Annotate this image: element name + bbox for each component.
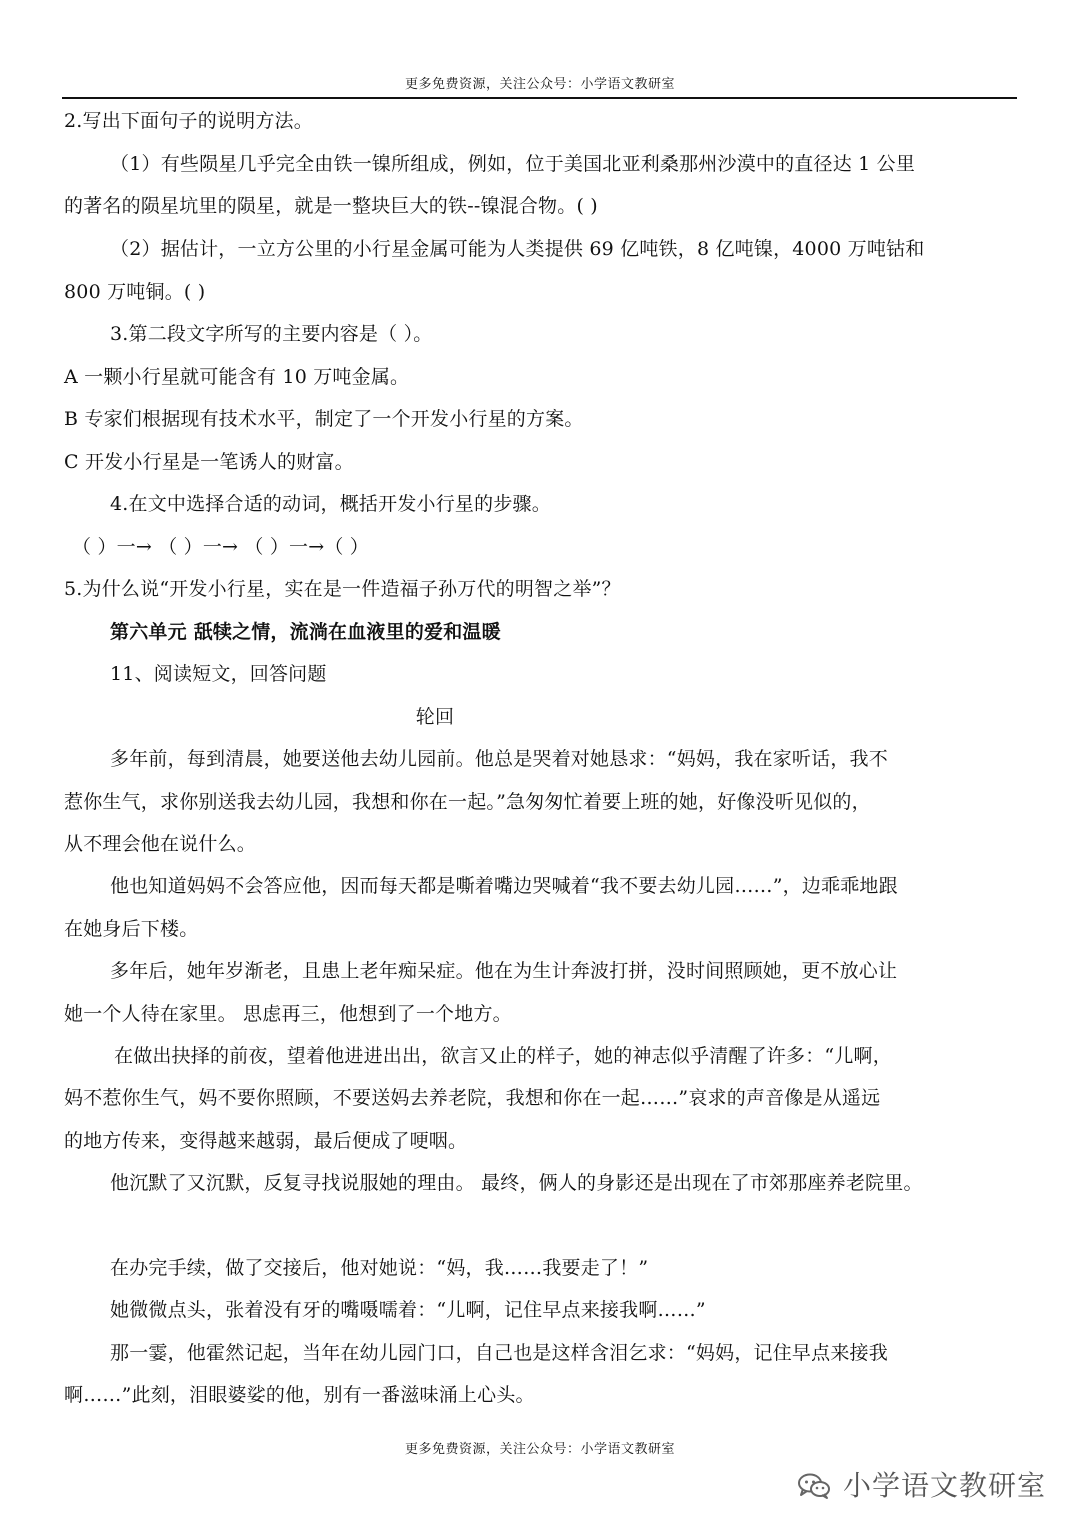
watermark-text: 小学语文教研室 [842, 1469, 1046, 1502]
paragraph-4-line-3: 的地方传来，变得越来越弱，最后便成了哽咽。 [64, 1130, 468, 1152]
header-divider [62, 97, 1017, 99]
question-2-item-2-line-2: 800 万吨铜。( ) [64, 281, 206, 303]
paragraph-1-line-1: 多年前，每到清晨，她要送他去幼儿园前。他总是哭着对她恳求：“妈妈，我在家听话，我不 [110, 748, 888, 770]
paragraph-2-line-1: 他也知道妈妈不会答应他，因而每天都是嘶着嘴边哭喊着“我不要去幼儿园……”，边乖乖地跟 [110, 875, 898, 897]
article-title: 轮回 [415, 706, 455, 728]
paragraph-2-line-2: 在她身后下楼。 [64, 918, 199, 940]
paragraph-3-line-2: 她一个人待在家里。 思虑再三，他想到了一个地方。 [64, 1003, 512, 1025]
question-3-option-a: A 一颗小行星就可能含有 10 万吨金属。 [64, 366, 410, 388]
paragraph-6-line-1: 在办完手续，做了交接后，他对她说：“妈，我……我要走了！” [110, 1257, 649, 1279]
watermark [795, 1465, 1046, 1507]
question-4-blanks: （ ）一→ （ ）一→ （ ）一→（ ） [72, 536, 369, 558]
paragraph-8-line-1: 那一霎，他霍然记起，当年在幼儿园门口，自己也是这样含泪乞求：“妈妈，记住早点来接我 [110, 1342, 888, 1364]
unit-heading: 第六单元 舐犊之情，流淌在血液里的爱和温暖 [110, 621, 501, 643]
paragraph-7-line-1: 她微微点头，张着没有牙的嘴嗫嚅着：“儿啊，记住早点来接我啊……” [110, 1299, 706, 1321]
question-3-option-b: B 专家们根据现有技术水平，制定了一个开发小行星的方案。 [64, 408, 584, 430]
wechat-icon [795, 1471, 833, 1501]
paragraph-1-line-3: 从不理会他在说什么。 [64, 833, 257, 855]
reading-instruction: 11、阅读短文，回答问题 [110, 663, 327, 685]
footer-note: 更多免费资源，关注公众号：小学语文教研室 [404, 1442, 675, 1457]
header-note: 更多免费资源，关注公众号：小学语文教研室 [404, 77, 675, 92]
question-2-item-1-line-2: 的著名的陨星坑里的陨星，就是一整块巨大的铁--镍混合物。( ) [64, 195, 598, 217]
paragraph-1-line-2: 惹你生气，求你别送我去幼儿园，我想和你在一起。”急匆匆忙着要上班的她，好像没听见似的， [64, 791, 871, 813]
question-5: 5.为什么说“开发小行星，实在是一件造福子孙万代的明智之举”？ [64, 578, 621, 600]
question-2-item-2-line-1: （2）据估计，一立方公里的小行星金属可能为人类提供 69 亿吨铁，8 亿吨镍，4000 万吨钴和 [110, 238, 925, 260]
paragraph-4-line-2: 妈不惹你生气，妈不要你照顾，不要送妈去养老院，我想和你在一起……”哀求的声音像是从遥远 [64, 1087, 881, 1109]
question-3: 3.第二段文字所写的主要内容是（ ）。 [110, 323, 433, 345]
question-2: 2.写出下面句子的说明方法。 [64, 110, 313, 132]
question-3-option-c: C 开发小行星是一笔诱人的财富。 [64, 451, 354, 473]
paragraph-4-line-1: 在做出抉择的前夜，望着他进进出出，欲言又止的样子，她的神志似乎清醒了许多：“儿啊， [114, 1045, 892, 1067]
paragraph-5-line-1: 他沉默了又沉默，反复寻找说服她的理由。 最终，俩人的身影还是出现在了市郊那座养老院里。 [110, 1172, 923, 1194]
paragraph-8-line-2: 啊……”此刻，泪眼婆娑的他，别有一番滋味涌上心头。 [64, 1384, 535, 1406]
question-2-item-1-line-1: （1）有些陨星几乎完全由铁一镍所组成，例如，位于美国北亚利桑那州沙漠中的直径达 1 公里 [110, 153, 916, 175]
paragraph-3-line-1: 多年后，她年岁渐老，且患上老年痴呆症。他在为生计奔波打拼，没时间照顾她，更不放心让 [110, 960, 898, 982]
question-4: 4.在文中选择合适的动词，概括开发小行星的步骤。 [110, 493, 551, 515]
